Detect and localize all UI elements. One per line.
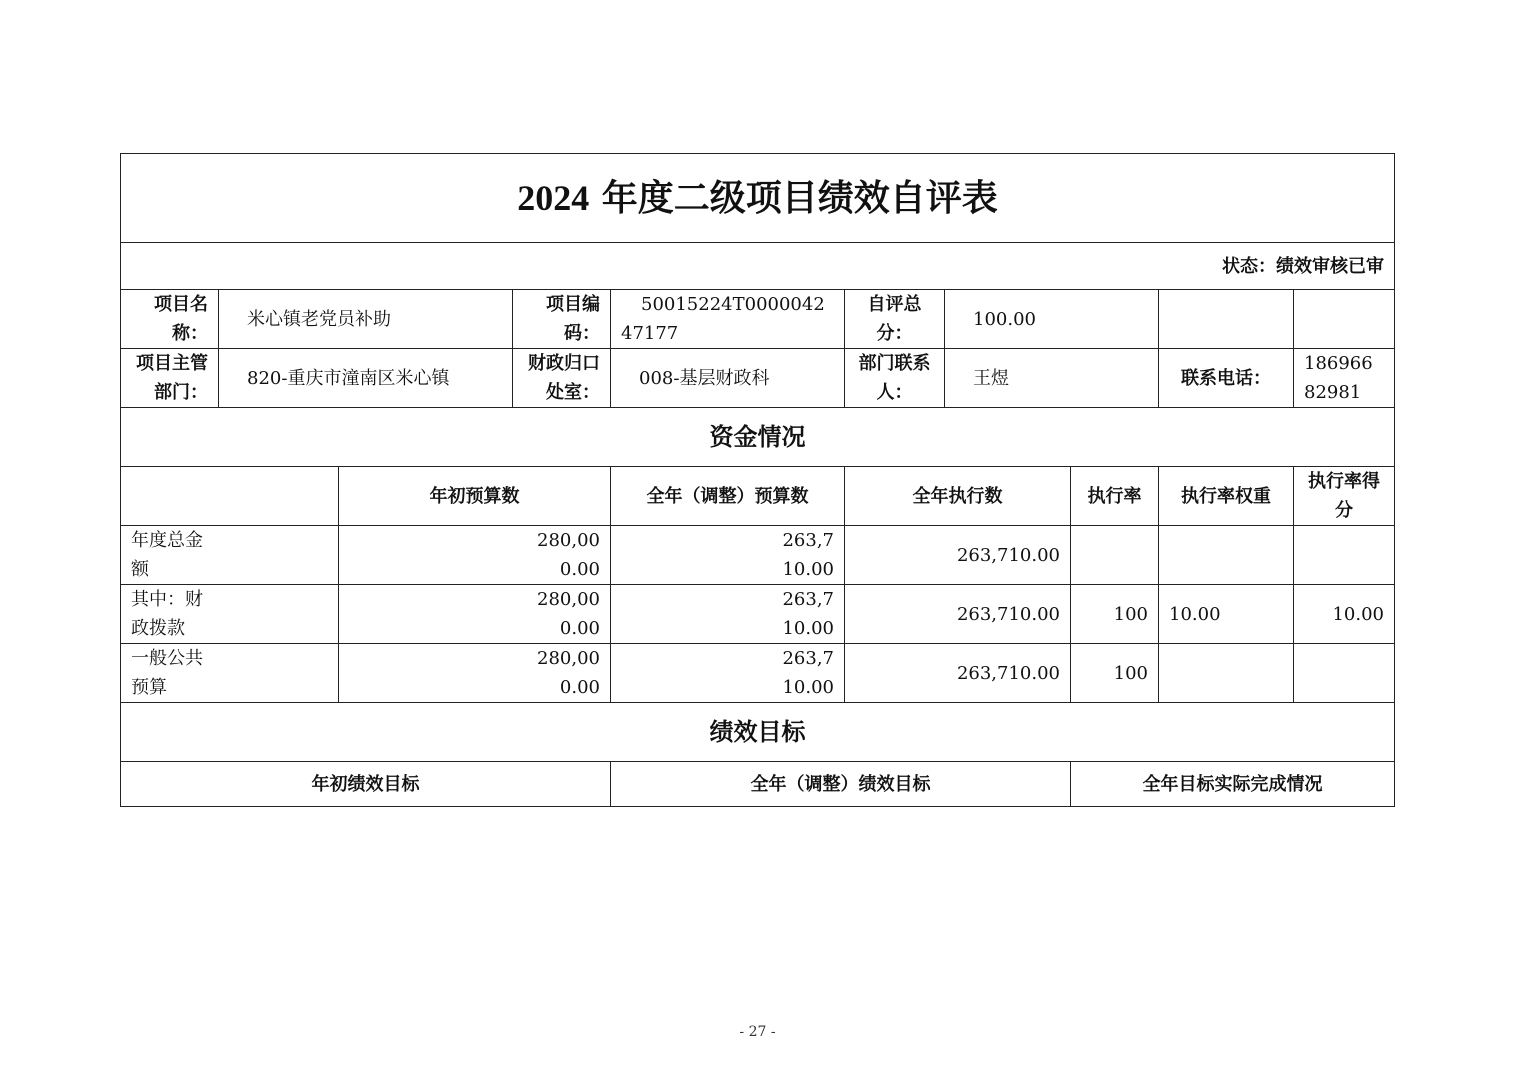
project-name-value: 米心镇老党员补助 [219,290,513,349]
executed-cell: 263,710.00 [845,526,1071,585]
row-label-text: 年度总金额 [131,530,203,580]
project-code-label: 项目编码： [513,290,611,349]
performance-evaluation-form [120,153,1394,807]
funds-header-executed: 全年执行数 [845,467,1071,526]
funds-header-initial-budget: 年初预算数 [339,467,611,526]
goals-header-adjusted: 全年（调整）绩效目标 [611,762,1071,807]
initial-budget-cell [339,526,611,585]
weight-cell [1159,644,1294,703]
project-name-label: 项目名称： [121,290,219,349]
table-row [121,585,1395,644]
executed-cell: 263,710.00 [845,644,1071,703]
rate-cell: 100 [1071,644,1159,703]
funds-header-score: 执行率得分 [1294,467,1395,526]
row-label [121,526,339,585]
initial-budget-text: 280,000.00 [537,589,600,639]
dept-contact-label: 部门联系人： [845,349,945,408]
adjusted-budget-cell [611,585,845,644]
rate-cell [1071,526,1159,585]
weight-cell [1159,526,1294,585]
funds-header-rate: 执行率 [1071,467,1159,526]
status-text: 状态：绩效审核已审 [121,243,1395,290]
title-year: 2024 [517,177,590,218]
goals-header-initial: 年初绩效目标 [121,762,611,807]
form-title [121,154,1395,243]
phone-label: 联系电话： [1159,349,1294,408]
row-label [121,585,339,644]
goals-section-title: 绩效目标 [121,703,1395,762]
adjusted-budget-text: 263,710.00 [782,589,834,639]
row-label [121,644,339,703]
funds-header-blank [121,467,339,526]
empty-cell [1159,290,1294,349]
self-score-value: 100.00 [945,290,1159,349]
row-label-text: 一般公共预算 [131,648,203,698]
weight-cell: 10.00 [1159,585,1294,644]
finance-office-value: 008-基层财政科 [611,349,845,408]
empty-cell [1294,290,1395,349]
managing-dept-value: 820-重庆市潼南区米心镇 [219,349,513,408]
adjusted-budget-cell [611,644,845,703]
funds-section-title: 资金情况 [121,408,1395,467]
table-row [121,644,1395,703]
score-cell [1294,526,1395,585]
project-code-value [611,290,845,349]
finance-office-label: 财政归口处室： [513,349,611,408]
goals-header-actual: 全年目标实际完成情况 [1071,762,1395,807]
table-row [121,526,1395,585]
row-label-text: 其中：财政拨款 [131,589,203,639]
funds-header-weight: 执行率权重 [1159,467,1294,526]
score-cell: 10.00 [1294,585,1395,644]
initial-budget-cell [339,644,611,703]
score-cell [1294,644,1395,703]
funds-header-adjusted-budget: 全年（调整）预算数 [611,467,845,526]
phone-value: 18696682981 [1294,349,1395,408]
dept-contact-value: 王煜 [945,349,1159,408]
initial-budget-text: 280,000.00 [537,648,600,698]
initial-budget-cell [339,585,611,644]
self-score-label: 自评总分： [845,290,945,349]
managing-dept-label: 项目主管部门： [121,349,219,408]
adjusted-budget-text: 263,710.00 [782,648,834,698]
project-code-text: 50015224T000004247177 [621,294,825,344]
rate-cell: 100 [1071,585,1159,644]
adjusted-budget-text: 263,710.00 [782,530,834,580]
evaluation-table [120,153,1395,807]
page-number: - 27 - [739,1024,776,1040]
executed-cell: 263,710.00 [845,585,1071,644]
adjusted-budget-cell [611,526,845,585]
initial-budget-text: 280,000.00 [537,530,600,580]
title-text: 年度二级项目绩效自评表 [601,177,998,219]
